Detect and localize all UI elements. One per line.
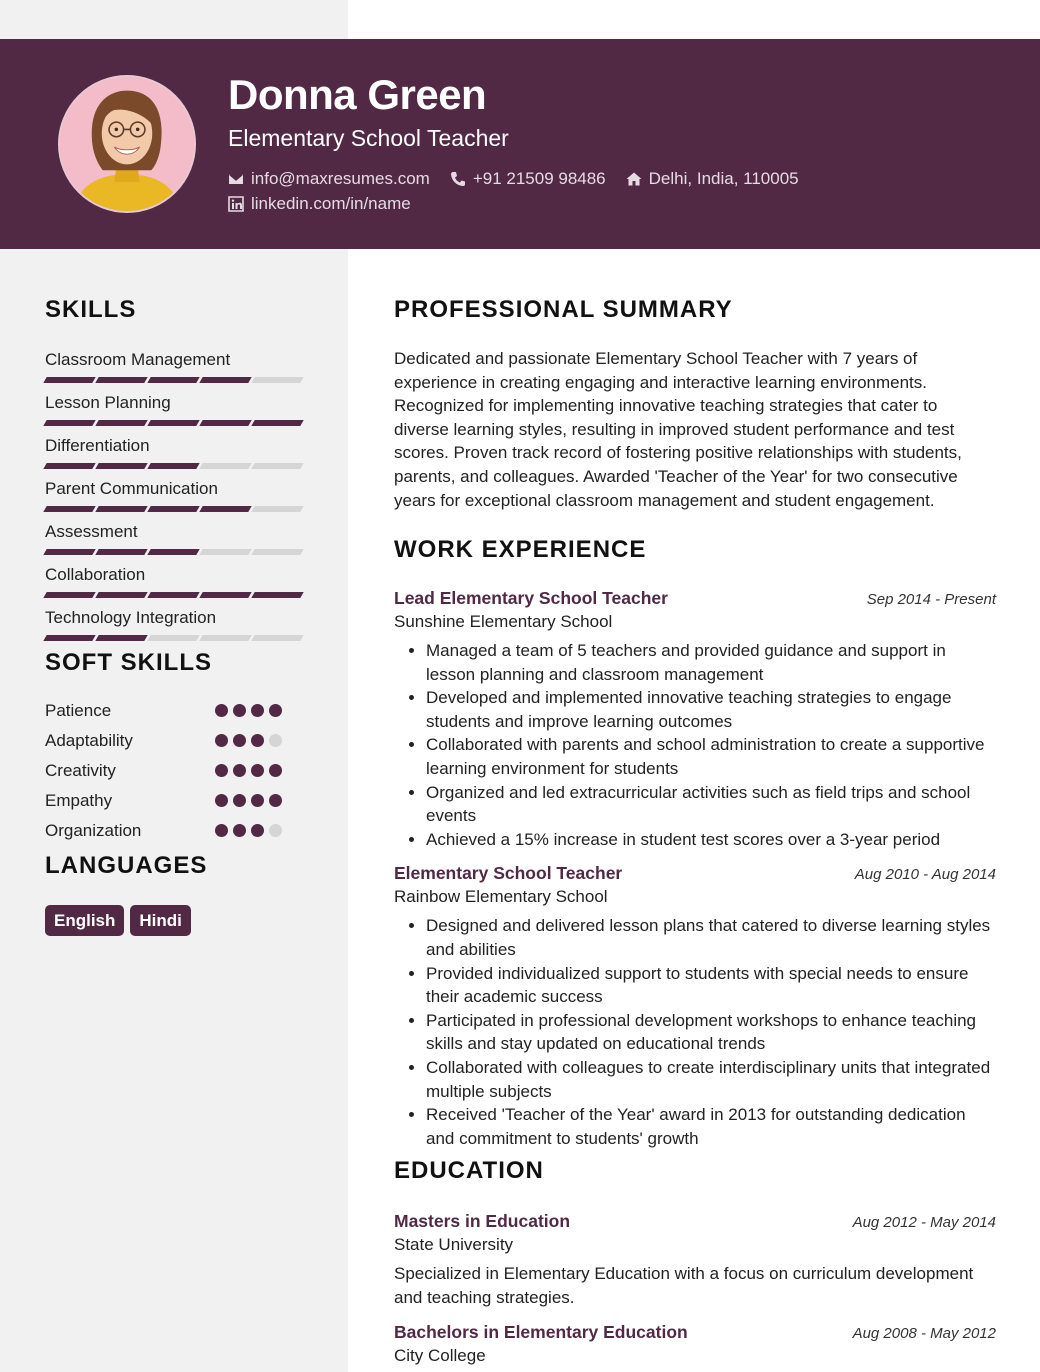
job-bullet: • Designed and delivered lesson plans that catered to diverse learning styles and abilities bbox=[426, 914, 996, 961]
skill-name: Differentiation bbox=[45, 436, 150, 455]
summary-section bbox=[394, 296, 996, 512]
rating-dot bbox=[215, 764, 228, 777]
skill-level-segment bbox=[251, 549, 303, 555]
job-bullet: • Organized and led extracurricular activities such as field trips and school events bbox=[426, 781, 996, 828]
soft-skill-item bbox=[45, 819, 305, 849]
education-entry bbox=[394, 1322, 996, 1366]
skill-level-segment bbox=[147, 506, 199, 512]
rating-dot bbox=[233, 764, 246, 777]
soft-skill-name: Adaptability bbox=[45, 731, 133, 750]
rating-dot bbox=[251, 704, 264, 717]
job-bullet: • Managed a team of 5 teachers and provided guidance and support in lesson planning and classroom management bbox=[426, 639, 996, 686]
skill-level-segment bbox=[199, 635, 251, 641]
rating-dot bbox=[269, 704, 282, 717]
skill-level-segment bbox=[95, 420, 147, 426]
candidate-title: Elementary School Teacher bbox=[228, 125, 509, 151]
contact-info bbox=[228, 167, 819, 217]
education-heading: EDUCATION bbox=[394, 1157, 544, 1184]
experience-section bbox=[394, 536, 996, 1150]
skills-list bbox=[45, 349, 305, 650]
job-bullet: • Developed and implemented innovative teaching strategies to engage students and improve learning outcomes bbox=[426, 686, 996, 733]
job-title: Lead Elementary School Teacher bbox=[394, 588, 668, 608]
skill-level-segment bbox=[147, 463, 199, 469]
job-bullet: • Achieved a 15% increase in student test scores over a 3-year period bbox=[426, 828, 996, 852]
avatar bbox=[58, 75, 196, 213]
rating-dot bbox=[269, 824, 282, 837]
home-icon bbox=[626, 171, 642, 187]
skill-level-segment bbox=[43, 506, 95, 512]
skill-level-segment bbox=[251, 463, 303, 469]
skill-level-bar bbox=[45, 635, 305, 641]
skill-item bbox=[45, 564, 305, 607]
skill-name: Technology Integration bbox=[45, 608, 217, 627]
skill-level-segment bbox=[199, 377, 251, 383]
rating-dot bbox=[251, 734, 264, 747]
rating-dot bbox=[251, 824, 264, 837]
skill-item bbox=[45, 521, 305, 564]
education-date: Aug 2008 - May 2012 bbox=[852, 1325, 996, 1343]
address-contact bbox=[626, 169, 799, 189]
skill-name: Parent Communication bbox=[45, 479, 218, 498]
job-bullet: • Participated in professional development workshops to enhance teaching skills and stay updated on educational trends bbox=[426, 1009, 996, 1056]
rating-dot bbox=[269, 794, 282, 807]
skills-heading: SKILLS bbox=[45, 296, 137, 323]
rating-dot bbox=[233, 824, 246, 837]
soft-skill-item bbox=[45, 759, 305, 789]
rating-dot bbox=[233, 704, 246, 717]
language-tag: English bbox=[45, 905, 124, 936]
job-bullet: • Received 'Teacher of the Year' award in 2013 for outstanding dedication and commitment to students' growth bbox=[426, 1103, 996, 1150]
skill-level-bar bbox=[45, 506, 305, 512]
skill-level-bar bbox=[45, 377, 305, 383]
skill-level-segment bbox=[95, 592, 147, 598]
education-entry bbox=[394, 1211, 996, 1309]
resume-header bbox=[0, 39, 1040, 249]
linkedin-icon bbox=[228, 196, 244, 212]
address-text: Delhi, India, 110005 bbox=[648, 169, 799, 188]
job-bullet: • Collaborated with parents and school administration to create a supportive learning environment for students bbox=[426, 733, 996, 780]
skill-level-segment bbox=[95, 635, 147, 641]
summary-heading: PROFESSIONAL SUMMARY bbox=[394, 296, 733, 323]
skill-level-bar bbox=[45, 549, 305, 555]
job-date: Aug 2010 - Aug 2014 bbox=[854, 866, 996, 884]
envelope-icon bbox=[228, 171, 244, 187]
skill-level-segment bbox=[199, 506, 251, 512]
skill-level-segment bbox=[251, 420, 303, 426]
soft-skill-item bbox=[45, 729, 305, 759]
rating-dot bbox=[215, 734, 228, 747]
skills-section bbox=[45, 296, 305, 650]
soft-skills-heading: SOFT SKILLS bbox=[45, 649, 212, 676]
soft-skill-rating bbox=[215, 794, 287, 807]
skill-level-segment bbox=[43, 592, 95, 598]
skill-name: Lesson Planning bbox=[45, 393, 171, 412]
email-text: info@maxresumes.com bbox=[251, 169, 430, 188]
school-name: State University bbox=[394, 1235, 514, 1254]
rating-dot bbox=[215, 794, 228, 807]
linkedin-text: linkedin.com/in/name bbox=[251, 194, 411, 213]
rating-dot bbox=[251, 794, 264, 807]
skill-level-segment bbox=[43, 549, 95, 555]
skill-level-segment bbox=[147, 549, 199, 555]
rating-dot bbox=[269, 734, 282, 747]
soft-skill-item bbox=[45, 699, 305, 729]
job-company: Sunshine Elementary School bbox=[394, 612, 613, 631]
experience-heading: WORK EXPERIENCE bbox=[394, 536, 647, 563]
school-name: City College bbox=[394, 1346, 486, 1366]
soft-skill-item bbox=[45, 789, 305, 819]
skill-level-segment bbox=[251, 377, 303, 383]
skill-level-bar bbox=[45, 420, 305, 426]
skill-level-segment bbox=[95, 377, 147, 383]
summary-text: Dedicated and passionate Elementary School Teacher with 7 years of experience in creating engaging and interactive learning environments. Recognized for implementing innovative teaching strategies that cater to diverse learning styles, resulting in improved student performance and test scores. Proven track record of fostering positive relationships with students, parents, and colleagues. Awarded 'Teacher of the Year' for two consecutive years for exceptional classroom management and student engagement. bbox=[394, 349, 962, 510]
rating-dot bbox=[215, 824, 228, 837]
phone-text: +91 21509 98486 bbox=[472, 169, 606, 188]
skill-level-segment bbox=[95, 506, 147, 512]
education-date: Aug 2012 - May 2014 bbox=[852, 1214, 996, 1231]
skill-item bbox=[45, 349, 305, 392]
skill-level-segment bbox=[43, 377, 95, 383]
linkedin-contact[interactable] bbox=[228, 194, 411, 214]
skill-level-segment bbox=[95, 463, 147, 469]
skill-level-segment bbox=[43, 635, 95, 641]
skill-level-bar bbox=[45, 592, 305, 598]
rating-dot bbox=[215, 704, 228, 717]
skill-level-bar bbox=[45, 463, 305, 469]
skill-level-segment bbox=[251, 635, 303, 641]
soft-skill-name: Organization bbox=[45, 821, 142, 840]
skill-level-segment bbox=[147, 377, 199, 383]
skill-level-segment bbox=[199, 420, 251, 426]
rating-dot bbox=[269, 764, 282, 777]
skill-level-segment bbox=[43, 463, 95, 469]
skill-level-segment bbox=[147, 635, 199, 641]
soft-skill-name: Creativity bbox=[45, 761, 116, 780]
skill-level-segment bbox=[251, 592, 303, 598]
skill-name: Collaboration bbox=[45, 565, 146, 584]
rating-dot bbox=[233, 734, 246, 747]
soft-skill-rating bbox=[215, 824, 287, 837]
phone-contact[interactable] bbox=[450, 169, 606, 189]
rating-dot bbox=[251, 764, 264, 777]
soft-skill-rating bbox=[215, 704, 287, 717]
phone-icon bbox=[450, 171, 466, 187]
skill-level-segment bbox=[147, 592, 199, 598]
skill-item bbox=[45, 392, 305, 435]
profile-photo-icon bbox=[60, 77, 194, 211]
skill-item bbox=[45, 435, 305, 478]
skill-name: Assessment bbox=[45, 522, 138, 541]
job-bullets bbox=[394, 639, 996, 851]
soft-skill-name: Patience bbox=[45, 701, 112, 720]
skill-level-segment bbox=[95, 549, 147, 555]
soft-skill-name: Empathy bbox=[45, 791, 113, 810]
job-bullet: • Provided individualized support to students with special needs to ensure their academic success bbox=[426, 962, 996, 1009]
skill-item bbox=[45, 607, 305, 650]
soft-skill-rating bbox=[215, 734, 287, 747]
skill-level-segment bbox=[251, 506, 303, 512]
skill-level-segment bbox=[199, 549, 251, 555]
languages-section bbox=[45, 852, 305, 936]
skill-level-segment bbox=[43, 420, 95, 426]
language-tag: Hindi bbox=[130, 905, 191, 936]
languages-heading: LANGUAGES bbox=[45, 852, 208, 879]
degree-title: Bachelors in Elementary Education bbox=[394, 1322, 688, 1343]
soft-skills-section bbox=[45, 649, 305, 849]
skill-level-segment bbox=[199, 463, 251, 469]
candidate-name: Donna Green bbox=[228, 71, 487, 118]
job-entry bbox=[394, 863, 996, 1150]
job-company: Rainbow Elementary School bbox=[394, 887, 608, 907]
job-entry bbox=[394, 588, 996, 851]
degree-title: Masters in Education bbox=[394, 1211, 571, 1231]
soft-skill-rating bbox=[215, 764, 287, 777]
skill-level-segment bbox=[147, 420, 199, 426]
job-title: Elementary School Teacher bbox=[394, 863, 623, 884]
soft-skills-list bbox=[45, 699, 305, 849]
skill-level-segment bbox=[199, 592, 251, 598]
education-section bbox=[394, 1157, 996, 1366]
skill-name: Classroom Management bbox=[45, 350, 231, 369]
email-contact[interactable] bbox=[228, 169, 430, 189]
rating-dot bbox=[233, 794, 246, 807]
job-bullet: • Collaborated with colleagues to create interdisciplinary units that integrated multiple subjects bbox=[426, 1056, 996, 1103]
job-date: Sep 2014 - Present bbox=[866, 591, 996, 608]
job-bullets bbox=[394, 914, 996, 1150]
skill-item bbox=[45, 478, 305, 521]
languages-list bbox=[45, 905, 305, 936]
education-description: Specialized in Elementary Education with a focus on curriculum development and teaching strategies. bbox=[394, 1264, 974, 1307]
